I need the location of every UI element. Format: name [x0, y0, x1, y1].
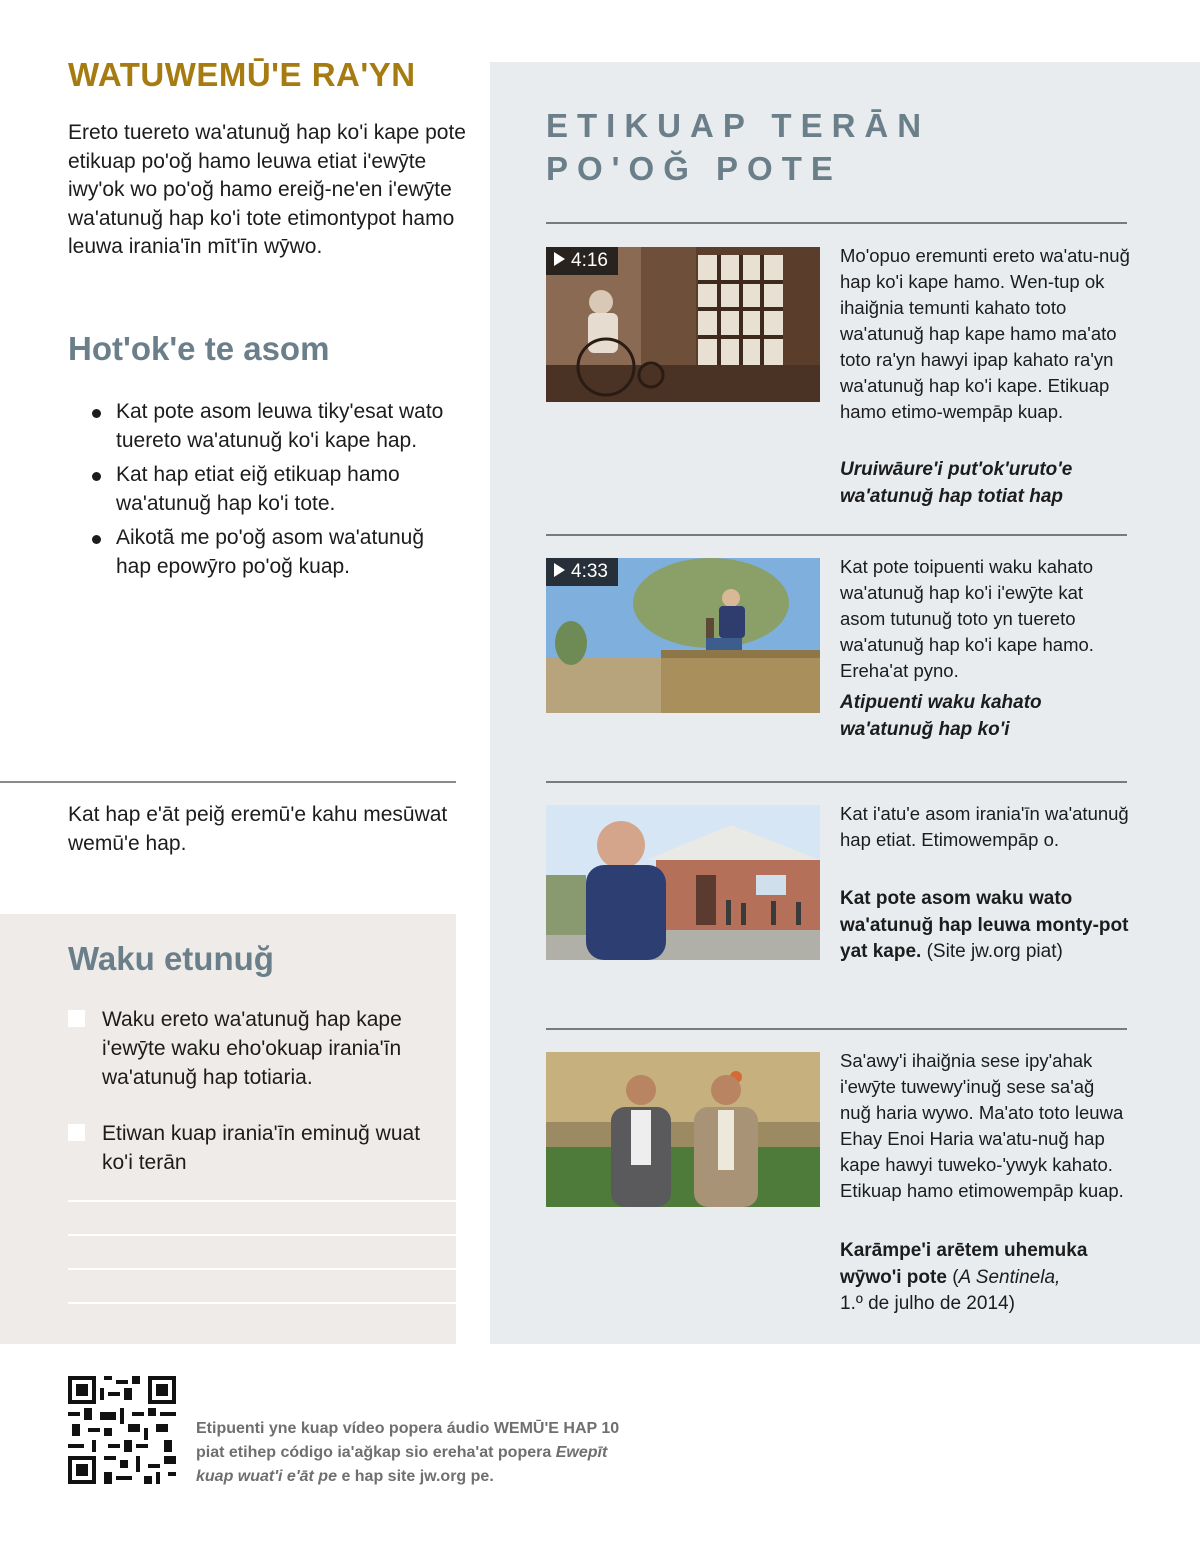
question-text: Kat hap etiat eiğ etikuap hamo wa'atunuğ hap ko'i tote.: [116, 463, 400, 515]
list-item: [92, 524, 462, 581]
video-title[interactable]: Uruiwāure'i put'ok'uruto'e wa'atunuğ hap totiat hap: [840, 459, 1073, 507]
article-source: (Site jw.org piat): [926, 941, 1063, 962]
divider: [546, 534, 1127, 536]
play-icon: [554, 252, 565, 266]
section-heading: [546, 104, 930, 190]
goal-text: Waku ereto wa'atunuğ hap kape i'ewȳte waku eho'okuap irania'īn wa'atunuğ hap totiaria.: [102, 1008, 402, 1089]
goal-text: Etiwan kuap irania'īn eminuğ wuat ko'i terān: [102, 1122, 421, 1174]
writing-line[interactable]: [68, 1200, 456, 1202]
writing-line[interactable]: [68, 1302, 456, 1304]
divider: [546, 781, 1127, 783]
video-duration: 4:33: [571, 561, 608, 582]
kingdom-hall-image: [546, 805, 820, 960]
article-source: A Sentinela,: [958, 1266, 1061, 1288]
article-description: Sa'awy'i ihaiğnia sese ipy'ahak i'ewȳte tuwewy'inuğ sese sa'ağ nuğ haria wywo. Ma'ato toto leuwa Ehay Enoi Haria wa'atu-nuğ hap kape hawyi tuweko-'ywyk kahato. Etikuap hamo etimowempāp kuap.: [840, 1050, 1124, 1201]
section-heading-line2: PO'OĞ POTE: [546, 150, 842, 187]
goal-item: [68, 1005, 448, 1092]
page-title: WATUWEMŪ'E RA'YN: [68, 56, 416, 93]
article-title[interactable]: [840, 886, 1130, 966]
article-title[interactable]: [840, 1238, 1130, 1318]
qr-code-icon[interactable]: [68, 1376, 176, 1484]
footer-line1: Etipuenti yne kuap vídeo popera áudio WEMŪ'E HAP 10: [196, 1420, 620, 1437]
divider: [0, 781, 456, 783]
list-item: [92, 398, 462, 455]
duration-badge: [546, 247, 618, 275]
footer-line2: piat etihep código ia'ağkap sio ereha'at popera: [196, 1444, 552, 1461]
list-item: [92, 461, 462, 518]
questions-list: [92, 398, 462, 587]
bullet-icon: [92, 472, 101, 481]
article-image: [546, 805, 820, 960]
questions-heading: Hot'ok'e te asom: [68, 330, 330, 367]
section-heading-line1: ETIKUAP TERĀN: [546, 107, 931, 144]
checkbox[interactable]: [68, 1010, 85, 1027]
goal-item: [68, 1119, 448, 1177]
next-question: Kat hap e'āt peiğ eremū'e kahu mesūwat wemū'e hap.: [68, 803, 448, 855]
footer-publication-cont: kuap wuat'i e'āt pe: [196, 1468, 337, 1485]
question-text: Aikotã me po'oğ asom wa'atunuğ hap epowȳro po'oğ kuap.: [116, 526, 425, 578]
article-source-open: (: [952, 1266, 959, 1288]
divider: [546, 1028, 1127, 1030]
video-description: Kat pote toipuenti waku kahato wa'atunuğ hap ko'i i'ewȳte kat asom tutunuğ toto yn tuereto wa'atunuğ hap ko'i kape hamo. Ereha'at pyno.: [840, 556, 1094, 681]
article-description: Kat i'atu'e asom irania'īn wa'atunuğ hap etiat. Etimowempāp o.: [840, 803, 1129, 850]
checkbox[interactable]: [68, 1124, 85, 1141]
bullet-icon: [92, 535, 101, 544]
video-title[interactable]: Atipuenti waku kahato wa'atunuğ hap ko'i: [840, 692, 1042, 740]
video-duration: 4:16: [571, 250, 608, 271]
article-image: [546, 1052, 820, 1207]
article-title-text: Karāmpe'i arētem uhemuka wȳwo'i pote: [840, 1240, 1088, 1288]
footer-publication: Ewepīt: [555, 1444, 608, 1461]
article-date: 1.º de julho de 2014): [840, 1293, 1015, 1314]
play-icon: [554, 563, 565, 577]
article-title-text: Kat pote asom waku wato wa'atunuğ hap leuwa monty-pot yat kape.: [840, 888, 1129, 962]
video-thumbnail[interactable]: [546, 247, 820, 402]
footer-line3: e hap site jw.org pe.: [341, 1468, 494, 1485]
video-thumbnail[interactable]: [546, 558, 820, 713]
couple-outdoors-image: [546, 1052, 820, 1207]
intro-paragraph: Ereto tuereto wa'atunuğ hap ko'i kape pote etikuap po'oğ hamo leuwa etiat i'ewȳte iwy'ok wo po'oğ hamo ereiğ-ne'en i'ewȳte wa'atunuğ hap ko'i tote etimontypot hamo leuwa irania'īn mīt'īn wȳwo.: [68, 121, 466, 258]
writing-line[interactable]: [68, 1268, 456, 1270]
duration-badge: [546, 558, 618, 586]
divider: [546, 222, 1127, 224]
video-description: Mo'opuo eremunti ereto wa'atu-nuğ hap ko'i kape hamo. Wen-tup ok ihaiğnia temunti kahato toto wa'atunuğ hap kape hamo ma'ato toto ra'yn hawyi ipap kahato ra'yn wa'atunuğ hap ko'i kape. Etikuap hamo etimo-wempāp kuap.: [840, 245, 1130, 422]
question-text: Kat pote asom leuwa tiky'esat wato tuereto wa'atunuğ ko'i kape hap.: [116, 400, 444, 452]
writing-line[interactable]: [68, 1234, 456, 1236]
goal-heading: Waku etunuğ: [68, 940, 274, 977]
bullet-icon: [92, 409, 101, 418]
footer-note: [196, 1417, 676, 1489]
